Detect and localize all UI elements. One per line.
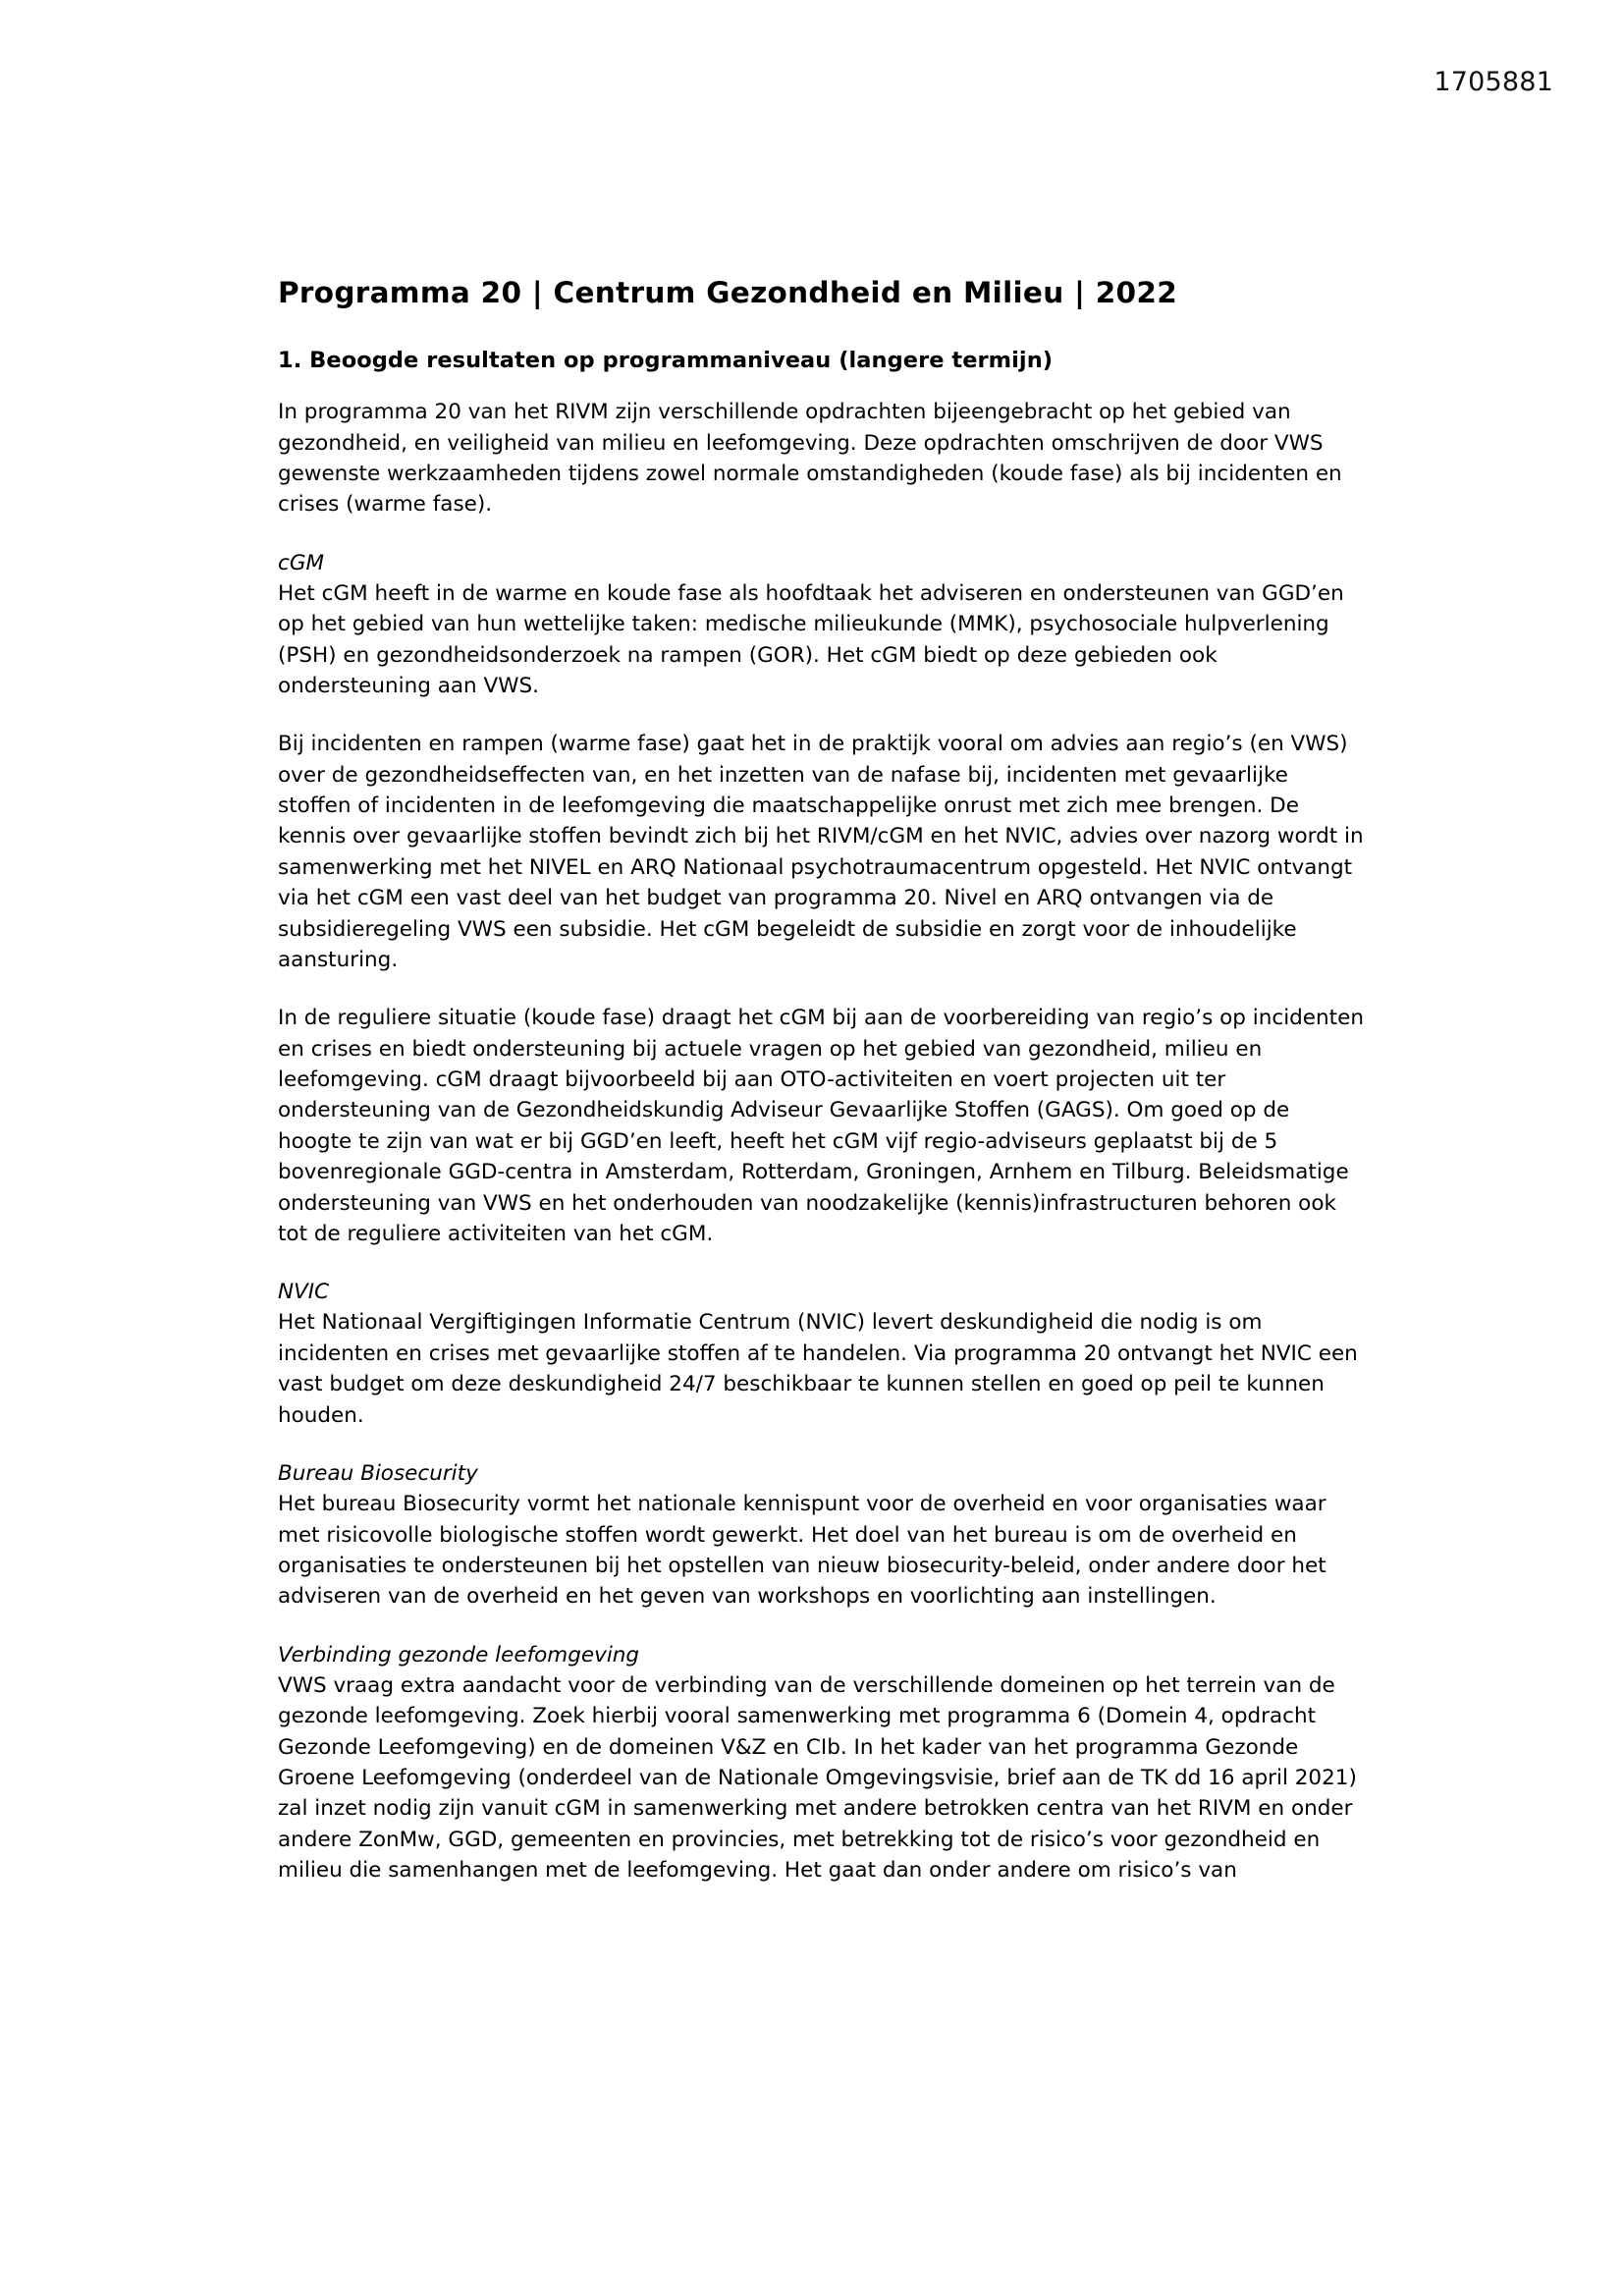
sub-heading-cgm: cGM: [278, 550, 325, 575]
paragraph-text: Het cGM heeft in de warme en koude fase als hoofdtaak het adviseren en ondersteunen van GGD’en op het gebied van hun wettelijke taken: medische milieukunde (MMK), psychosociale hulpverlening (PSH) en gezondheidsonderzoek na rampen (GOR). Het cGM biedt op deze gebieden ook ondersteuning aan VWS.: [278, 580, 1344, 698]
paragraph-block-intro: [278, 397, 1364, 520]
paragraph-block-bureau-biosecurity: [278, 1458, 1364, 1613]
paragraph-block-incidenten: [278, 729, 1364, 975]
sub-heading-verbinding-gezonde-leefomgeving: Verbinding gezonde leefomgeving: [278, 1642, 640, 1667]
section-heading: 1. Beoogde resultaten op programmaniveau (langere termijn): [278, 347, 1054, 373]
page-title: Programma 20 | Centrum Gezondheid en Milieu | 2022: [278, 276, 1178, 309]
paragraph-text: Het bureau Biosecurity vormt het nationale kennispunt voor de overheid en voor organisaties waar met risicovolle biologische stoffen wordt gewerkt. Het doel van het bureau is om de overheid en organisaties te ondersteunen bij het opstellen van nieuw biosecurity-beleid, onder andere door het adviseren van de overheid en het geven van workshops en voorlichting aan instellingen.: [278, 1492, 1326, 1610]
paragraph-text: Het Nationaal Vergiftigingen Informatie Centrum (NVIC) levert deskundigheid die nodig is om incidenten en crises met gevaarlijke stoffen af te handelen. Via programma 20 ontvangt het NVIC een vast budget om deze deskundigheid 24/7 beschikbaar te kunnen stellen en goed op peil te kunnen houden.: [278, 1310, 1358, 1428]
paragraph-block-cgm: [278, 548, 1364, 702]
paragraph-block-reguliere-situatie: [278, 1003, 1364, 1249]
paragraph-text: VWS vraag extra aandacht voor de verbinding van de verschillende domeinen op het terrein van de gezonde leefomgeving. Zoek hierbij vooral samenwerking met programma 6 (Domein 4, opdracht Gezonde Leefomgeving) en de domeinen V&Z en CIb. In het kader van het programma Gezonde Groene Leefomgeving (onderdeel van de Nationale Omgevingsvisie, brief aan de TK dd 16 april 2021) zal inzet nodig zijn vanuit cGM in samenwerking met andere betrokken centra van het RIVM en onder andere ZonMw, GGD, gemeenten en provincies, met betrekking tot de risico’s voor gezondheid en milieu die samenhangen met de leefomgeving. Het gaat dan onder andere om risico’s van: [278, 1672, 1357, 1884]
document-number: 1705881: [1434, 67, 1553, 97]
paragraph-block-verbinding-gezonde-leefomgeving: [278, 1640, 1364, 1886]
paragraph-text: In de reguliere situatie (koude fase) draagt het cGM bij aan de voorbereiding van regio’s op incidenten en crises en biedt ondersteuning bij actuele vragen op het gebied van gezondheid, milieu en leefomgeving. cGM draagt bijvoorbeeld bij aan OTO-activiteiten en voert projecten uit ter ondersteuning van de Gezondheidskundig Adviseur Gevaarlijke Stoffen (GAGS). Om goed op de hoogte te zijn van wat er bij GGD’en leeft, heeft het cGM vijf regio-adviseurs geplaatst bij de 5 bovenregionale GGD-centra in Amsterdam, Rotterdam, Groningen, Arnhem en Tilburg. Beleidsmatige ondersteuning van VWS en het onderhouden van noodzakelijke (kennis)infrastructuren behoren ook tot de reguliere activiteiten van het cGM.: [278, 1006, 1364, 1246]
paragraph-text: Bij incidenten en rampen (warme fase) gaat het in de praktijk vooral om advies aan regio’s (en VWS) over de gezondheidseffecten van, en het inzetten van de nafase bij, incidenten met gevaarlijke stoffen of incidenten in de leefomgeving die maatschappelijke onrust met zich mee brengen. De kennis over gevaarlijke stoffen bevindt zich bij het RIVM/cGM en het NVIC, advies over nazorg wordt in samenwerking met het NIVEL en ARQ Nationaal psychotraumacentrum opgesteld. Het NVIC ontvangt via het cGM een vast deel van het budget van programma 20. Nivel en ARQ ontvangen via de subsidieregeling VWS een subsidie. Het cGM begeleidt de subsidie en zorgt voor de inhoudelijke aansturing.: [278, 732, 1364, 972]
sub-heading-bureau-biosecurity: Bureau Biosecurity: [278, 1460, 478, 1486]
document-content: [278, 275, 1364, 1886]
paragraph-text: In programma 20 van het RIVM zijn verschillende opdrachten bijeengebracht op het gebied van gezondheid, en veiligheid van milieu en leefomgeving. Deze opdrachten omschrijven de door VWS gewenste werkzaamheden tijdens zowel normale omstandigheden (koude fase) als bij incidenten en crises (warme fase).: [278, 400, 1342, 518]
sub-heading-nvic: NVIC: [278, 1280, 330, 1305]
paragraph-block-nvic: [278, 1277, 1364, 1431]
